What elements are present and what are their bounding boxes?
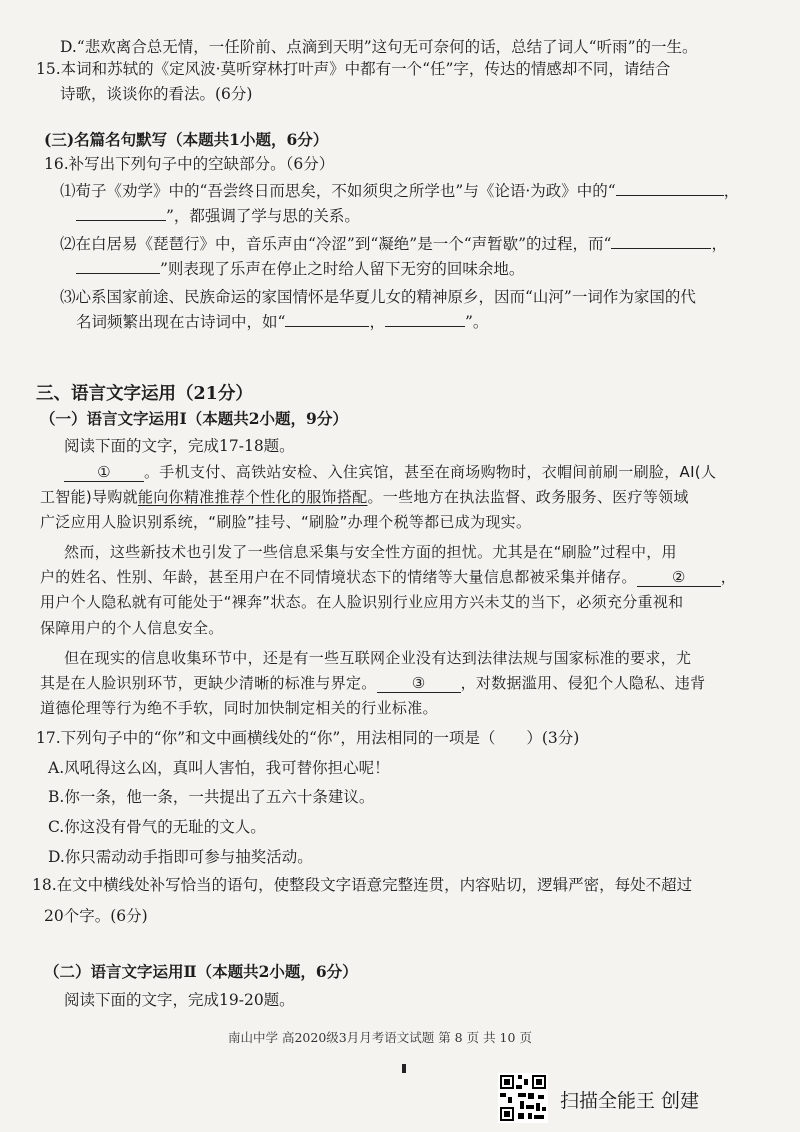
reading-instruction-2: 阅读下面的文字，完成19-20题。 — [64, 991, 295, 1009]
passage-p3-line1: 但在现实的信息收集环节中，还是有一些互联网企业没有达到法律法规与国家标准的要求，尤 — [64, 649, 692, 667]
page-mark — [402, 1064, 406, 1073]
passage-p3-line3: 道德伦理等行为绝不手软，同时加快制定相关的行业标准。 — [40, 699, 438, 717]
question-17: 17.下列句子中的“你”和文中画横线处的“你”，用法相同的一项是（ ）(3分) — [36, 729, 580, 747]
page-footer: 南山中学 高2020级3月月考语文试题 第 8 页 共 10 页 — [228, 1030, 532, 1045]
passage-p1-line1: ① 。手机支付、高铁站安检、入住宾馆，甚至在商场购物时，衣帽间前刷一刷脸，AI(人 — [64, 462, 716, 482]
q16-item3-line1: ⑶心系国家前途、民族命运的家国情怀是华夏儿女的精神原乡，因而“山河”一词作为家国的代 — [60, 288, 696, 306]
question-18-line1: 18.在文中横线处补写恰当的语句，使整段文字语意完整连贯，内容贴切，逻辑严密，每处不超过 — [32, 876, 693, 894]
answer-blank[interactable] — [76, 206, 166, 221]
scanner-watermark: 扫描全能王 创建 — [560, 1090, 700, 1112]
question-16: 16.补写出下列句子中的空缺部分。（6分） — [44, 155, 335, 173]
passage-p2-line3: 用户个人隐私就有可能处于“裸奔”状态。在人脸识别行业应用方兴未艾的当下，必须充分重视和 — [40, 593, 684, 611]
part-3-title: 三、语言文字运用（21分） — [36, 384, 253, 404]
passage-p1-line2: 工智能)导购就能向你精准推荐个性化的服饰搭配。一些地方在执法监督、政务服务、医疗等领域 — [40, 488, 689, 506]
q17-option-a: A.风吼得这么凶，真叫人害怕，我可替你担心呢！ — [48, 759, 390, 777]
subsection-2-title: （二）语言文字运用Ⅱ（本题共2小题，6分） — [44, 962, 358, 981]
question-15-line1: 15.本词和苏轼的《定风波·莫听穿林打叶声》中都有一个“任”字，传达的情感却不同，请结合 — [36, 60, 671, 78]
section-3-title: (三)名篇名句默写（本题共1小题，6分） — [44, 130, 329, 149]
blank-1[interactable]: ① — [64, 463, 144, 482]
answer-blank[interactable] — [616, 181, 724, 196]
q16-item1-line2: ”，都强调了学与思的关系。 — [76, 206, 360, 226]
passage-p3-line2: 其是在人脸识别环节，更缺少清晰的标准与界定。 ③ ，对数据滥用、侵犯个人隐私、违背 — [40, 674, 706, 692]
blank-2[interactable]: ② — [637, 568, 721, 587]
answer-blank[interactable] — [385, 312, 465, 327]
passage-p2-line4: 保障用户的个人信息安全。 — [40, 619, 224, 637]
q16-item1-line1: ⑴荀子《劝学》中的“吾尝终日而思矣，不如须臾之所学也”与《论语·为政》中的“ ， — [60, 182, 740, 200]
passage-p1-line3: 广泛应用人脸识别系统，“刷脸”挂号、“刷脸”办理个税等都已成为现实。 — [40, 513, 532, 531]
answer-blank[interactable] — [611, 234, 711, 249]
q16-item2-line2: ”则表现了乐声在停止之时给人留下无穷的回味余地。 — [76, 259, 524, 279]
reading-instruction-1: 阅读下面的文字，完成17-18题。 — [64, 437, 295, 455]
q17-option-d: D.你只需动动手指即可参与抽奖活动。 — [48, 848, 313, 866]
passage-p2-line1: 然而，这些新技术也引发了一些信息采集与安全性方面的担忧。尤其是在“刷脸”过程中，用 — [64, 543, 677, 561]
option-d-line: D.“悲欢离合总无情，一任阶前、点滴到天明”这句无可奈何的话，总结了词人“听雨”的一生。 — [60, 38, 698, 56]
answer-blank[interactable] — [285, 312, 369, 327]
blank-3[interactable]: ③ — [377, 674, 461, 693]
underlined-phrase: 能向你精准推荐个性化的服饰搭配 — [137, 488, 368, 506]
q17-option-b: B.你一条，他一条，一共提出了五六十条建议。 — [48, 788, 375, 806]
q16-item2-line1: ⑵在白居易《琵琶行》中，音乐声由“冷涩”到“凝绝”是一个“声暂歇”的过程，而“ ， — [60, 235, 727, 253]
passage-p2-line2: 户的姓名、性别、年龄，甚至用户在不同情境状态下的情绪等大量信息都被采集并储存。 ② ， — [40, 568, 737, 586]
q16-item3-line2: 名词频繁出现在古诗词中，如“ ， ”。 — [76, 313, 489, 331]
answer-blank[interactable] — [76, 259, 160, 274]
question-15-line2: 诗歌，谈谈你的看法。(6分) — [60, 85, 253, 103]
qr-code-icon — [498, 1073, 548, 1123]
subsection-1-title: （一）语言文字运用Ⅰ（本题共2小题，9分） — [40, 409, 348, 428]
question-18-line2: 20个字。(6分) — [44, 907, 148, 925]
q17-option-c: C.你这没有骨气的无耻的文人。 — [48, 818, 266, 836]
